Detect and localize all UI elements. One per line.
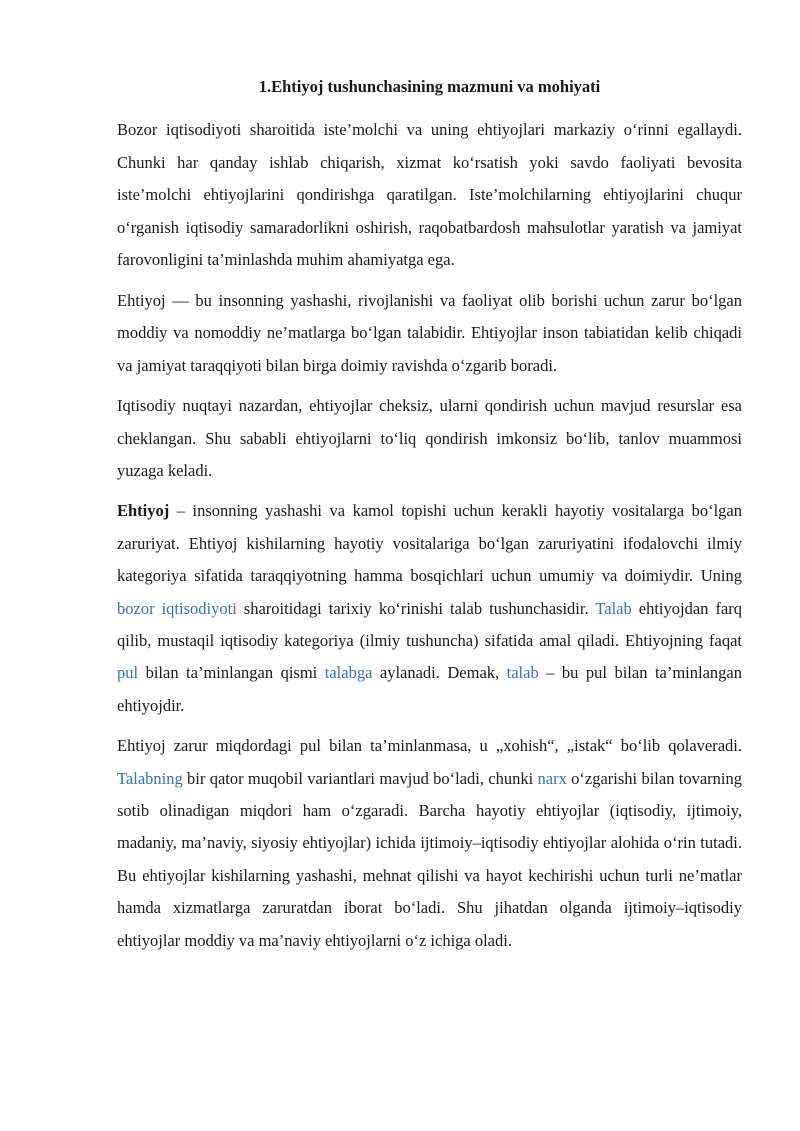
link-talab-2[interactable]: talab xyxy=(506,663,539,683)
paragraph-scarcity: Iqtisodiy nuqtayi nazardan, ehtiyojlar cheksiz, ularni qondirish uchun mavjud resurslar esa cheklangan. Shu sababli ehtiyojlarni to‘liq qondirish imkonsiz bo‘lib, tanlov muammosi yuzaga keladi. xyxy=(117,396,742,480)
text-span: o‘zgarishi bilan tovarning sotib olinadigan miqdori ham o‘zgaradi. Barcha hayotiy ehtiyojlar (iqtisodiy, ijtimoiy, madaniy, ma’naviy, siyosiy ehtiyojlar) ichida ijtimoiy–iqtisodiy ehtiyojlar alohida o‘rin tutadi. Bu ehtiyojlar kishilarning yashashi, mehnat qilishi va hayot kechirishi uchun turli ne’matlar hamda xizmatlarga zaruratdan iborat bo‘ladi. Shu jihatdan olganda ijtimoiy–iqtisodiy ehtiyojlar moddiy va ma’naviy ehtiyojlarni o‘z ichiga oladi. xyxy=(117,768,742,950)
document-page xyxy=(117,74,742,965)
text-span: ehtiyojdan farq qilib, mustaqil iqtisodiy kategoriya (ilmiy tushuncha) sifatida amal qiladi. Ehtiyojning faqat xyxy=(117,598,743,651)
term-ehtiyoj: Ehtiyoj xyxy=(117,501,170,521)
link-pul[interactable]: pul xyxy=(117,663,139,683)
link-talabning[interactable]: Talabning xyxy=(117,768,183,788)
paragraph-xohish xyxy=(117,730,742,957)
paragraph-definition: Ehtiyoj — bu insonning yashashi, rivojlanishi va faoliyat olib borishi uchun zarur bo‘lgan moddiy va nomoddiy ne’matlarga bo‘lgan talabidir. Ehtiyojlar inson tabiatidan kelib chiqadi va jamiyat taraqqiyoti bilan birga doimiy ravishda o‘zgarib boradi. xyxy=(117,290,742,375)
paragraph-ehtiyoj xyxy=(117,495,742,722)
text-span: bilan ta’minlangan qismi xyxy=(138,663,325,683)
text-span: sharoitidagi tarixiy ko‘rinishi talab tushunchasidir. xyxy=(236,598,596,618)
link-narx[interactable]: narx xyxy=(537,768,567,788)
section-title: 1.Ehtiyoj tushunchasining mazmuni va mohiyati xyxy=(258,77,601,96)
link-talabga[interactable]: talabga xyxy=(324,663,373,683)
link-bozor-iqtisodiyoti[interactable]: bozor iqtisodiyoti xyxy=(117,598,237,618)
text-span: – insonning yashashi va kamol topishi uchun kerakli hayotiy vositalarga bo‘lgan zaruriyat. Ehtiyoj kishilarning hayotiy vositalariga bo‘lgan zaruriyatini ifodalovchi ilmiy kategoriya sifatida taraqqiyotning hamma bosqichlari uchun umumiy va doimiydir. Uning xyxy=(117,501,742,586)
text-span: aylanadi. Demak, xyxy=(372,663,507,683)
text-span: – bu pul bilan ta’minlangan ehtiyojdir. xyxy=(117,663,742,715)
link-talab[interactable]: Talab xyxy=(595,598,632,618)
paragraph-intro: Bozor iqtisodiyoti sharoitida iste’molchi va uning ehtiyojlari markaziy o‘rinni egallaydi. Chunki har qanday ishlab chiqarish, xizmat ko‘rsatish yoki savdo faoliyati bevosita iste’molchi ehtiyojlarini qondirishga qaratilgan. Iste’molchilarning ehtiyojlarini chuqur o‘rganish iqtisodiy samaradorlikni oshirish, raqobatbardosh mahsulotlar yaratish va jamiyat farovonligini ta’minlashda muhim ahamiyatga ega. xyxy=(117,120,742,270)
text-span: bir qator muqobil variantlari mavjud bo‘ladi, chunki xyxy=(182,768,538,788)
text-span: Ehtiyoj zarur miqdordagi pul bilan ta’minlanmasa, u „xohish“, „istak“ bo‘lib qolaveradi. xyxy=(117,736,742,756)
